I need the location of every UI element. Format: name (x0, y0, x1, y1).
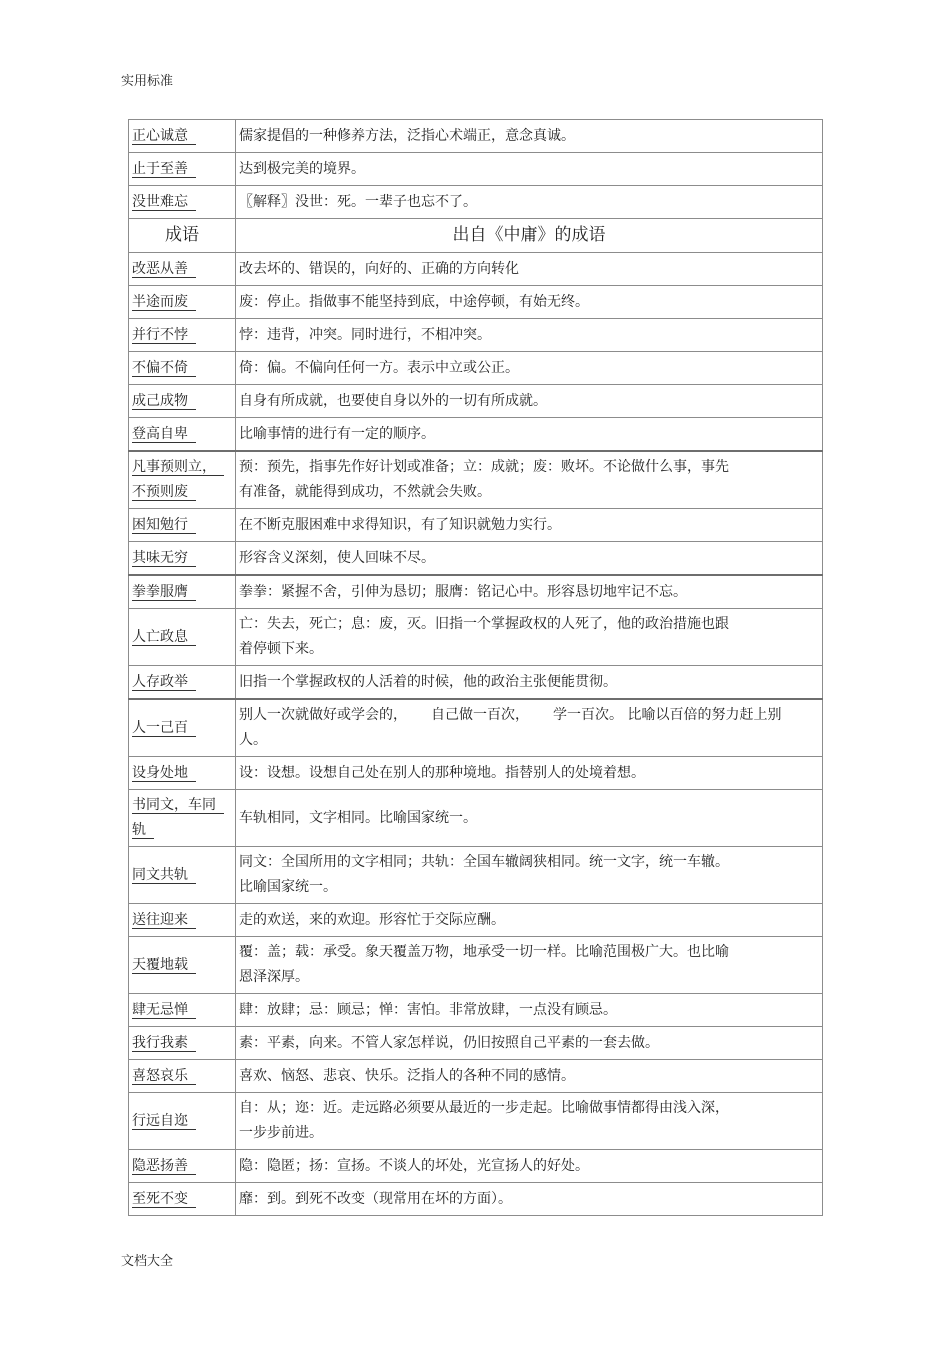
definition-line: 亡：失去，死亡；息：废，灭。旧指一个掌握政权的人死了，他的政治措施也跟 (239, 616, 729, 632)
idiom-term: 天覆地载 (129, 937, 236, 994)
definition-line: 预：预先，指事先作好计划或准备；立：成就；废：败坏。不论做什么事，事先 (239, 459, 729, 475)
table-row (129, 451, 823, 509)
definition-line: 自己做一百次， (431, 707, 529, 723)
idiom-definition: 旧指一个掌握政权的人活着的时候，他的政治主张便能贯彻。 (236, 666, 823, 700)
idiom-term: 半途而废 (129, 286, 236, 319)
table-row (129, 385, 823, 418)
definition-line: 比喻国家统一。 (239, 879, 337, 895)
table-header-row (129, 219, 823, 253)
idiom-term: 拳拳服膺 (129, 575, 236, 609)
definition-line: 恩泽深厚。 (239, 969, 309, 985)
idiom-definition: 儒家提倡的一种修养方法，泛指心术端正，意念真诚。 (236, 120, 823, 153)
table-row (129, 120, 823, 153)
idiom-term: 困知勉行 (129, 509, 236, 542)
table-row (129, 666, 823, 700)
table-row (129, 418, 823, 452)
table-row (129, 904, 823, 937)
idiom-definition: 走的欢送，来的欢迎。形容忙于交际应酬。 (236, 904, 823, 937)
idiom-term: 至死不变 (129, 1183, 236, 1216)
definition-line: 学一百次。 比喻以百倍的努力赶上别 (553, 707, 782, 723)
idiom-definition (236, 451, 823, 509)
idiom-definition: 在不断克服困难中求得知识，有了知识就勉力实行。 (236, 509, 823, 542)
idiom-term: 喜怒哀乐 (129, 1060, 236, 1093)
idiom-definition (236, 847, 823, 904)
table-row (129, 937, 823, 994)
idiom-term: 人亡政息 (129, 609, 236, 666)
idiom-term: 人一己百 (129, 699, 236, 757)
column-header-definition: 出自《中庸》的成语 (236, 219, 823, 253)
page-footer: 文档大全 (121, 1254, 174, 1269)
table-row (129, 847, 823, 904)
idiom-definition (236, 609, 823, 666)
definition-line: 一步步前进。 (239, 1125, 323, 1141)
idiom-term: 肆无忌惮 (129, 994, 236, 1027)
definition-line: 人。 (239, 732, 267, 748)
idiom-term: 正心诚意 (129, 120, 236, 153)
idiom-definition: 倚：偏。不偏向任何一方。表示中立或公正。 (236, 352, 823, 385)
idiom-definition (236, 1093, 823, 1150)
table-row (129, 1060, 823, 1093)
table-row (129, 1027, 823, 1060)
table-row (129, 253, 823, 286)
idiom-definition: 废：停止。指做事不能坚持到底，中途停顿，有始无终。 (236, 286, 823, 319)
table-row (129, 1183, 823, 1216)
definition-line: 着停顿下来。 (239, 641, 323, 657)
table-row (129, 609, 823, 666)
idiom-definition: 自身有所成就，也要使自身以外的一切有所成就。 (236, 385, 823, 418)
idiom-definition: 隐：隐匿；扬：宣扬。不谈人的坏处，光宣扬人的好处。 (236, 1150, 823, 1183)
definition-line: 自：从；迩：近。走远路必须要从最近的一步走起。比喻做事情都得由浅入深， (239, 1100, 729, 1116)
idiom-definition: 素：平素，向来。不管人家怎样说，仍旧按照自己平素的一套去做。 (236, 1027, 823, 1060)
idiom-definition: 形容含义深刻，使人回味不尽。 (236, 542, 823, 576)
idiom-definition (236, 699, 823, 757)
idiom-term: 登高自卑 (129, 418, 236, 452)
idiom-definition: 靡：到。到死不改变（现常用在坏的方面）。 (236, 1183, 823, 1216)
idiom-definition: 悖：违背，冲突。同时进行，不相冲突。 (236, 319, 823, 352)
table-row (129, 153, 823, 186)
idiom-term: 不偏不倚 (129, 352, 236, 385)
idiom-definition (236, 937, 823, 994)
idiom-definition: 肆：放肆；忌：顾忌；惮：害怕。非常放肆，一点没有顾忌。 (236, 994, 823, 1027)
table-row (129, 319, 823, 352)
idiom-term: 同文共轨 (129, 847, 236, 904)
table-row (129, 1093, 823, 1150)
table-row (129, 757, 823, 790)
column-header-term: 成语 (129, 219, 236, 253)
idiom-term: 止于至善 (129, 153, 236, 186)
table-row (129, 575, 823, 609)
idiom-term: 凡事预则立， 不预则废 (129, 451, 236, 509)
idiom-term: 其味无穷 (129, 542, 236, 576)
table-row (129, 994, 823, 1027)
idiom-term: 我行我素 (129, 1027, 236, 1060)
idiom-definition: 拳拳：紧握不舍，引伸为恳切；服膺：铭记心中。形容恳切地牢记不忘。 (236, 575, 823, 609)
idiom-term: 人存政举 (129, 666, 236, 700)
idiom-term: 隐恶扬善 (129, 1150, 236, 1183)
table-row (129, 699, 823, 757)
definition-line: 同文：全国所用的文字相同；共轨：全国车辙阔狭相同。统一文字，统一车辙。 (239, 854, 729, 870)
idiom-definition: 设：设想。设想自己处在别人的那种境地。指替别人的处境着想。 (236, 757, 823, 790)
page-header: 实用标准 (121, 74, 174, 89)
idiom-term: 改恶从善 (129, 253, 236, 286)
table-row (129, 1150, 823, 1183)
table-row (129, 352, 823, 385)
idiom-term: 书同文，车同 轨 (129, 790, 236, 847)
idiom-term: 设身处地 (129, 757, 236, 790)
idiom-definition: 〖解释〗没世：死。一辈子也忘不了。 (236, 186, 823, 219)
idiom-term: 没世难忘 (129, 186, 236, 219)
idiom-term: 并行不悖 (129, 319, 236, 352)
idiom-definition: 达到极完美的境界。 (236, 153, 823, 186)
idiom-term: 行远自迩 (129, 1093, 236, 1150)
table-row (129, 790, 823, 847)
table-row (129, 286, 823, 319)
definition-line: 别人一次就做好或学会的， (239, 707, 407, 723)
idiom-term: 送往迎来 (129, 904, 236, 937)
definition-line: 覆：盖；载：承受。象天覆盖万物，地承受一切一样。比喻范围极广大。也比喻 (239, 944, 729, 960)
table-row (129, 186, 823, 219)
table-row (129, 542, 823, 576)
idiom-definition: 喜欢、恼怒、悲哀、快乐。泛指人的各种不同的感情。 (236, 1060, 823, 1093)
idiom-definition: 改去坏的、错误的，向好的、正确的方向转化 (236, 253, 823, 286)
idiom-table (128, 119, 823, 1216)
idiom-definition: 车轨相同，文字相同。比喻国家统一。 (236, 790, 823, 847)
definition-line: 有准备，就能得到成功，不然就会失败。 (239, 484, 491, 500)
table-row (129, 509, 823, 542)
idiom-definition: 比喻事情的进行有一定的顺序。 (236, 418, 823, 452)
idiom-term: 成己成物 (129, 385, 236, 418)
